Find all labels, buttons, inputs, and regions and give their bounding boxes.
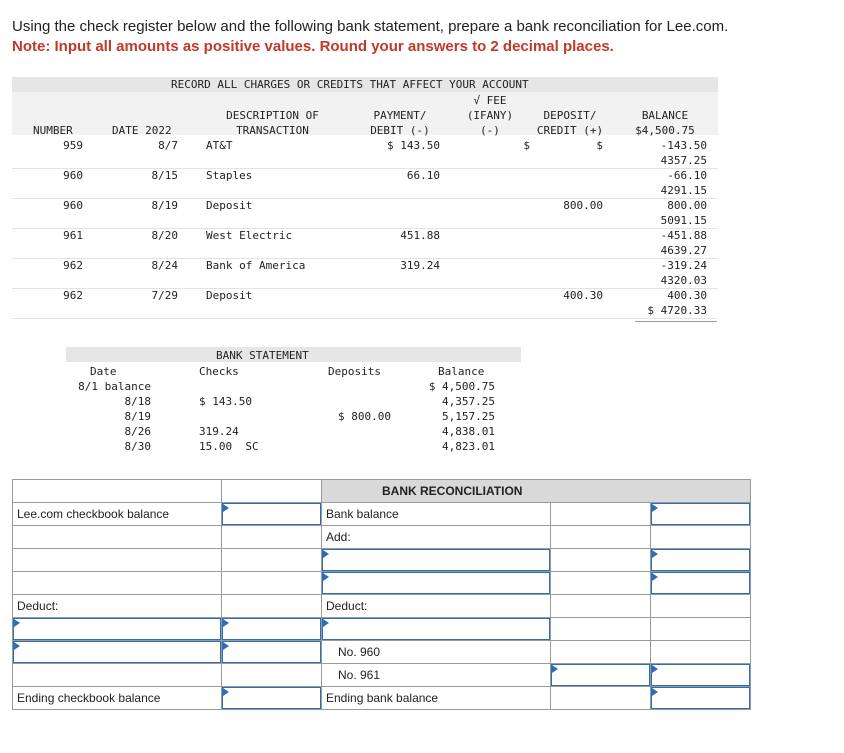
ending-bank-label: Ending bank balance	[322, 687, 551, 710]
checkbook-balance-label: Lee.com checkbook balance	[13, 503, 222, 526]
header-payment-1: PAYMENT/	[373, 109, 427, 122]
statement-title: BANK STATEMENT	[216, 349, 309, 362]
header-fee-1: √ FEE	[473, 94, 507, 107]
statement-date: 8/26	[124, 425, 151, 438]
header-date: DATE 2022	[112, 124, 172, 137]
bank-reconciliation-table	[12, 479, 751, 710]
statement-checks: 319.24	[199, 425, 239, 438]
header-deposit-1: DEPOSIT/	[543, 109, 597, 122]
statement-deposits: $ 800.00	[338, 410, 391, 423]
register-number: 962	[63, 259, 83, 272]
register-description: AT&T	[206, 139, 233, 152]
deduct-label-right: Deduct:	[322, 595, 551, 618]
total-deductions-input[interactable]	[651, 664, 751, 687]
balance-underline	[635, 321, 717, 322]
register-change: -451.88	[660, 229, 707, 242]
register-row-divider	[12, 288, 718, 289]
register-row-divider	[12, 318, 718, 319]
register-running-balance: 4357.25	[660, 154, 707, 167]
add-label: Add:	[322, 526, 551, 549]
register-change: 400.30	[667, 289, 707, 302]
register-description: Bank of America	[206, 259, 306, 272]
add-description-field-1[interactable]	[322, 549, 550, 571]
bank-balance-label: Bank balance	[322, 503, 551, 526]
statement-balance: 4,823.01	[442, 440, 495, 453]
ending-checkbook-label: Ending checkbook balance	[13, 687, 222, 710]
reconciliation-title: BANK RECONCILIATION	[322, 480, 751, 503]
statement-date: 8/19	[124, 410, 151, 423]
register-number: 960	[63, 169, 83, 182]
register-deposit: 400.30	[563, 289, 603, 302]
ending-bank-input[interactable]	[651, 687, 751, 710]
header-fee-3: (-)	[480, 124, 500, 137]
add-amount-field-1[interactable]	[651, 549, 750, 571]
register-row-divider	[12, 198, 718, 199]
register-date: 8/24	[151, 259, 178, 272]
header-payment-2: DEBIT (-)	[370, 124, 430, 137]
header-desc-2: TRANSACTION	[236, 124, 309, 137]
register-change: -319.24	[660, 259, 707, 272]
statement-checks: 15.00 SC	[199, 440, 259, 453]
register-description: Deposit	[206, 199, 253, 212]
statement-header-balance: Balance	[438, 365, 485, 378]
deduct-bank-description-input[interactable]	[322, 618, 551, 641]
add-description-field-2[interactable]	[322, 572, 550, 594]
statement-header-deposits: Deposits	[328, 365, 381, 378]
register-payment: 451.88	[400, 229, 440, 242]
register-running-balance: 5091.15	[660, 214, 707, 227]
check-961-label: No. 961	[322, 664, 551, 687]
bank-balance-input[interactable]	[651, 503, 751, 526]
register-date: 8/20	[151, 229, 178, 242]
statement-balance: 4,357.25	[442, 395, 495, 408]
statement-balance: $ 4,500.75	[428, 380, 495, 393]
register-date: 8/19	[151, 199, 178, 212]
add-description-input-2[interactable]	[322, 572, 551, 595]
statement-date: 8/30	[124, 440, 151, 453]
deduct-amount-input-1[interactable]	[222, 618, 322, 641]
ending-checkbook-input[interactable]	[222, 687, 322, 710]
register-number: 962	[63, 289, 83, 302]
register-number: 960	[63, 199, 83, 212]
statement-date: 8/1 balance	[78, 380, 151, 393]
statement-date: 8/18	[124, 395, 151, 408]
register-description: Deposit	[206, 289, 253, 302]
header-deposit-2: CREDIT (+)	[536, 124, 604, 137]
deduct-description-field-2[interactable]	[13, 641, 221, 663]
register-payment: 319.24	[400, 259, 440, 272]
statement-checks: $ 143.50	[199, 395, 252, 408]
question-text: Using the check register below and the following bank statement, prepare a bank reconciliation for Lee.com.	[12, 18, 729, 35]
register-banner: RECORD ALL CHARGES OR CREDITS THAT AFFECT YOUR ACCOUNT	[171, 78, 529, 91]
register-date: 7/29	[151, 289, 178, 302]
statement-balance: 4,838.01	[442, 425, 495, 438]
header-desc-1: DESCRIPTION OF	[226, 109, 319, 122]
add-amount-input-2[interactable]	[651, 572, 751, 595]
header-fee-2: (IFANY)	[466, 109, 514, 122]
deduct-amount-field-1[interactable]	[222, 618, 321, 640]
deduct-amount-input-2[interactable]	[222, 641, 322, 664]
ending-bank-field[interactable]	[651, 687, 750, 709]
statement-balance: 5,157.25	[442, 410, 495, 423]
deduct-description-input-2[interactable]	[13, 641, 222, 664]
register-change: -143.50	[660, 139, 707, 152]
register-date: 8/7	[158, 139, 178, 152]
deduct-description-input-1[interactable]	[13, 618, 222, 641]
total-deductions-field[interactable]	[651, 664, 750, 686]
register-payment: 66.10	[406, 169, 440, 182]
register-running-balance: 4291.15	[660, 184, 707, 197]
statement-header-checks: Checks	[199, 365, 239, 378]
bank-balance-field[interactable]	[651, 503, 750, 525]
header-balance-2: $4,500.75	[635, 124, 695, 137]
header-balance-1: BALANCE	[641, 109, 689, 122]
register-change: -66.10	[667, 169, 707, 182]
register-number: 961	[63, 229, 83, 242]
deduct-amount-field-2[interactable]	[222, 641, 321, 663]
register-deposit: $	[596, 139, 603, 152]
register-change: 800.00	[667, 199, 707, 212]
register-description: West Electric	[206, 229, 293, 242]
header-number: NUMBER	[33, 124, 73, 137]
register-deposit: 800.00	[563, 199, 603, 212]
register-running-balance: $ 4720.33	[647, 304, 707, 317]
check-amount-field[interactable]	[551, 664, 650, 686]
register-running-balance: 4320.03	[660, 274, 707, 287]
question-note: Note: Input all amounts as positive values. Round your answers to 2 decimal places.	[12, 38, 614, 55]
deduct-label-left: Deduct:	[13, 595, 222, 618]
check-960-label: No. 960	[322, 641, 551, 664]
register-date: 8/15	[151, 169, 178, 182]
register-fee: $	[523, 139, 530, 152]
register-number: 959	[63, 139, 83, 152]
add-amount-field-2[interactable]	[651, 572, 750, 594]
add-amount-input-1[interactable]	[651, 549, 751, 572]
register-running-balance: 4639.27	[660, 244, 707, 257]
ending-checkbook-field[interactable]	[222, 687, 321, 709]
deduct-bank-description-field[interactable]	[322, 618, 550, 640]
checkbook-balance-field[interactable]	[222, 503, 321, 525]
deduct-description-field-1[interactable]	[13, 618, 221, 640]
statement-header-date: Date	[90, 365, 117, 378]
register-description: Staples	[206, 169, 253, 182]
add-description-input-1[interactable]	[322, 549, 551, 572]
check-amount-input[interactable]	[551, 664, 651, 687]
register-payment: $ 143.50	[387, 139, 440, 152]
checkbook-balance-input[interactable]	[222, 503, 322, 526]
